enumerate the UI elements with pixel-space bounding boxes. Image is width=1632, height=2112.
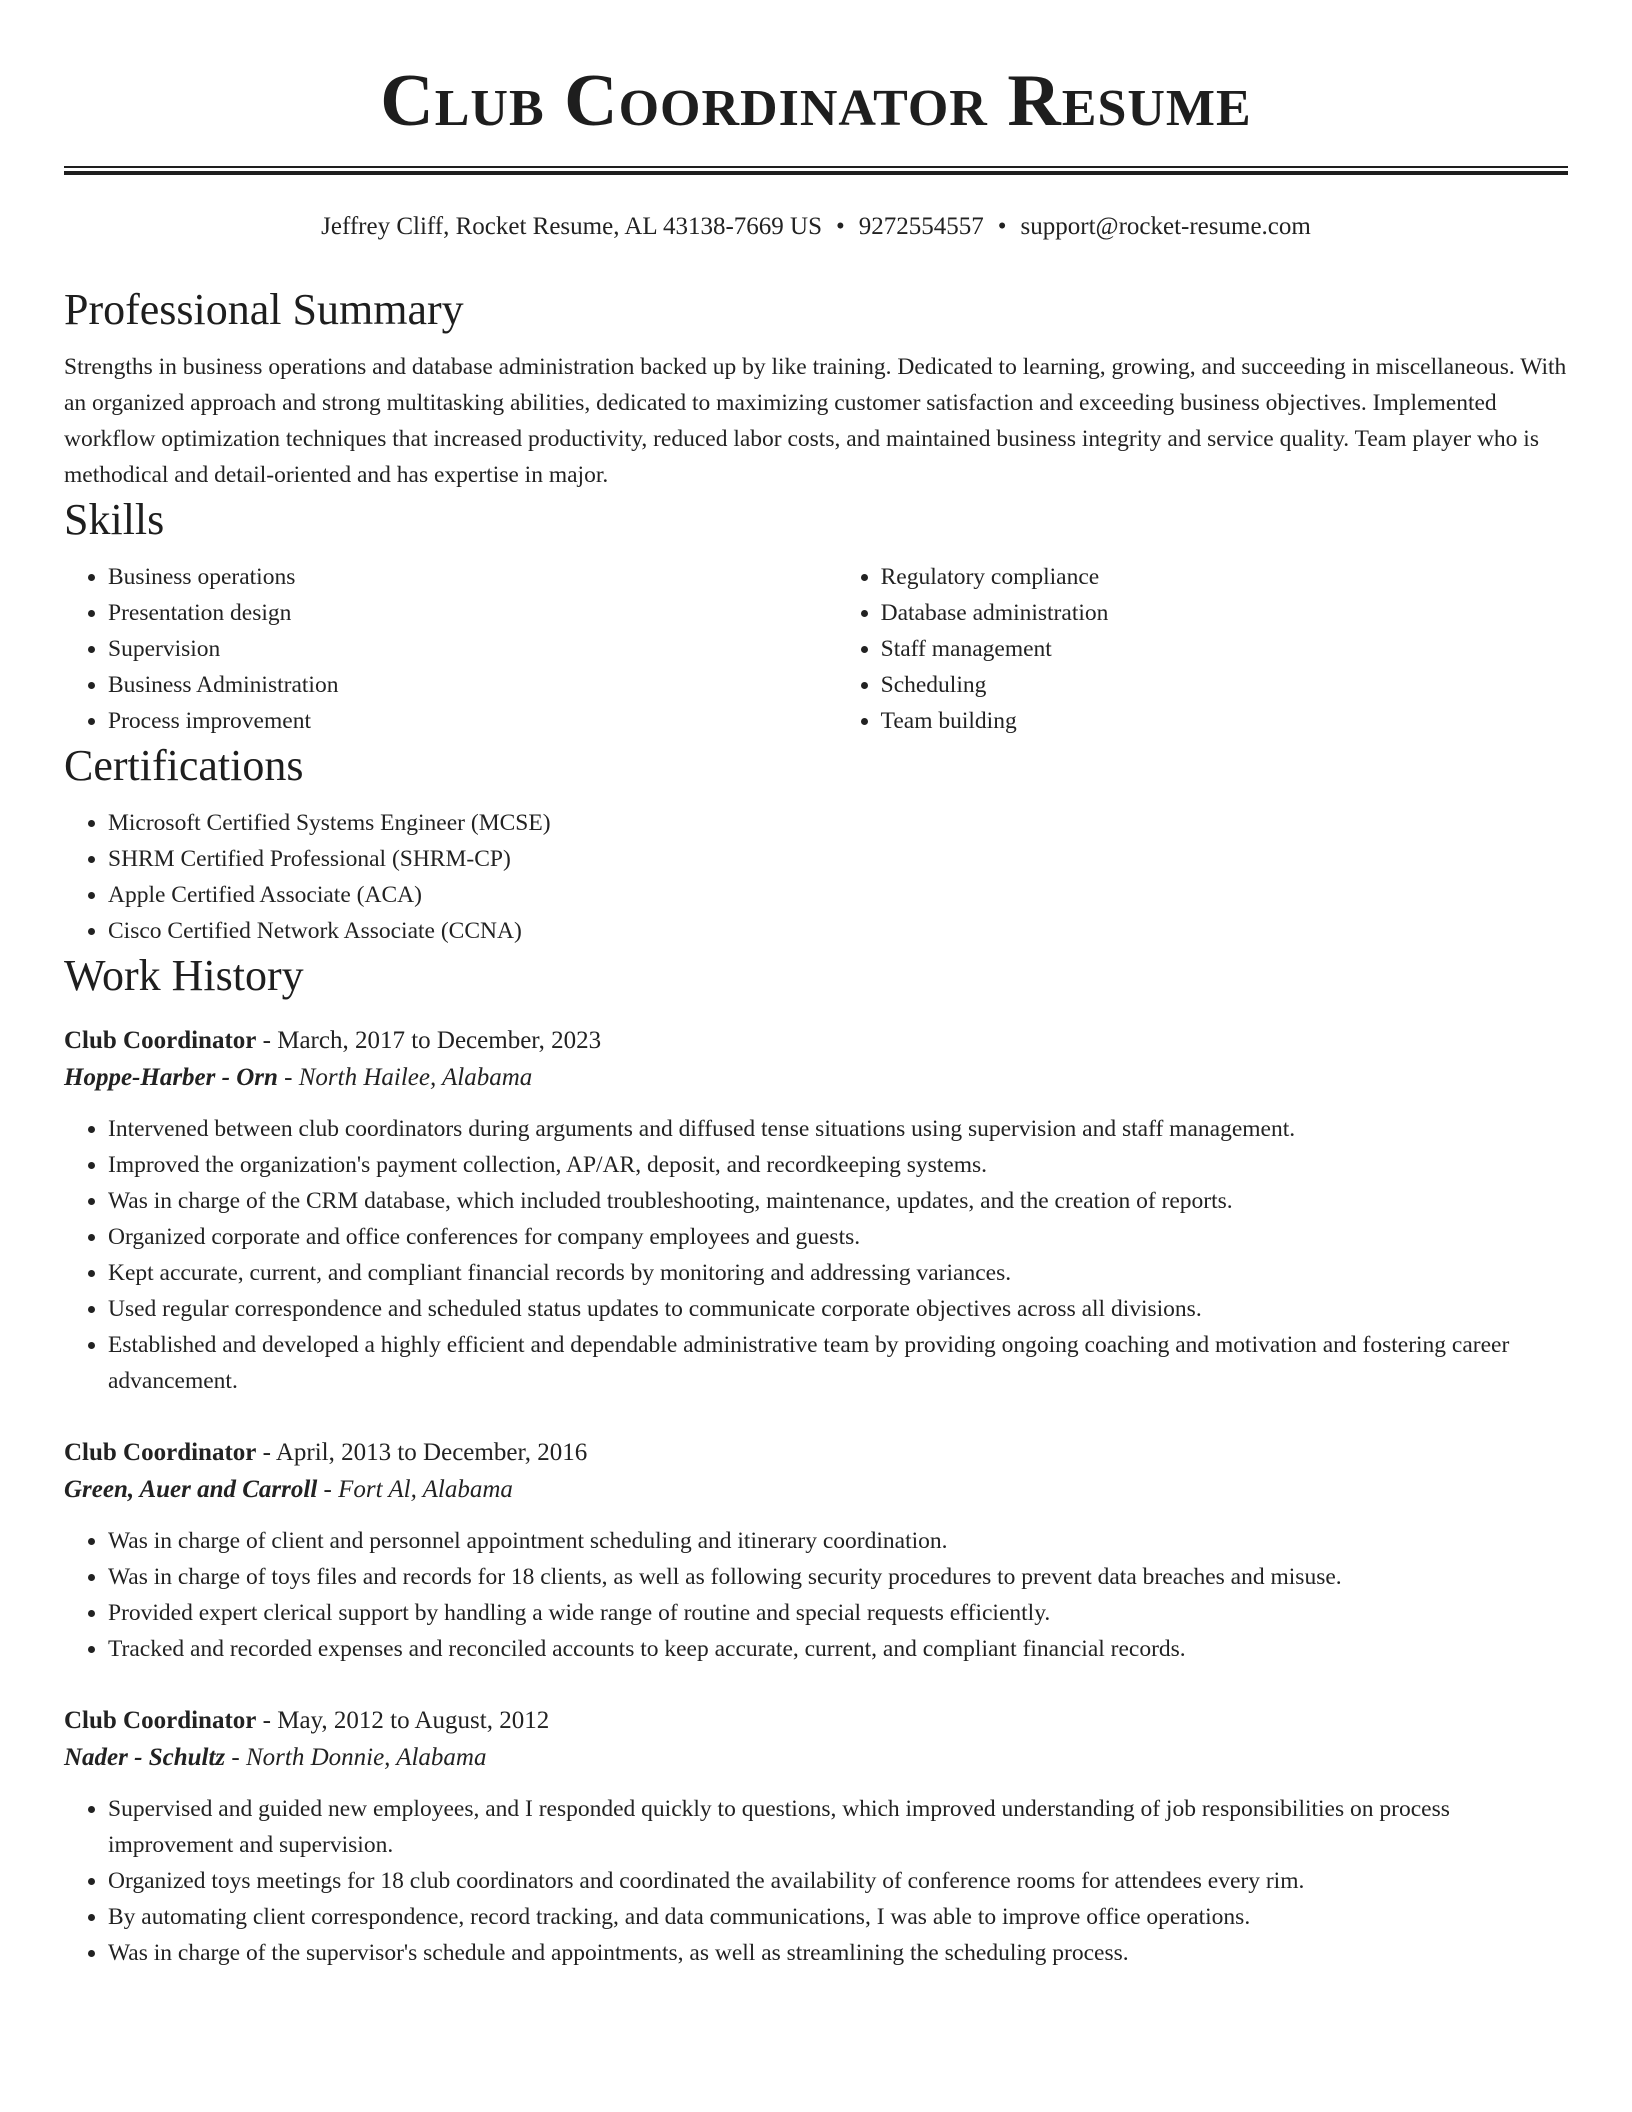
certifications-heading: Certifications [64, 741, 304, 790]
job-title: Club Coordinator [64, 1707, 257, 1734]
job-company: Hoppe-Harber - Orn [64, 1064, 278, 1091]
certifications-list [64, 805, 1568, 949]
contact-line [64, 211, 1568, 243]
job-duties [64, 1523, 1568, 1667]
contact-separator: • [997, 213, 1007, 240]
job-duty-item: • Provided expert clerical support by handling a wide range of routine and special requests efficiently. [108, 1595, 1568, 1631]
job-company: Green, Auer and Carroll [64, 1476, 318, 1503]
job-location: - Fort Al, Alabama [317, 1476, 513, 1503]
job-duty-item: • Was in charge of the CRM database, which included troubleshooting, maintenance, updates, and the creation of reports. [108, 1183, 1568, 1219]
job-entry [64, 1023, 1568, 1399]
skills-column-right [837, 559, 1568, 739]
job-duties [64, 1791, 1568, 1971]
job-duty-item: • Was in charge of the supervisor's schedule and appointments, as well as streamlining the scheduling process. [108, 1935, 1568, 1971]
contact-email: support@rocket-resume.com [1020, 213, 1311, 240]
title-divider [64, 166, 1568, 175]
job-duties [64, 1111, 1568, 1399]
skill-item: • Supervision [108, 631, 837, 667]
skill-item: • Business Administration [108, 667, 837, 703]
job-employer [64, 1059, 1568, 1097]
job-duty-item: • Established and developed a highly efficient and dependable administrative team by providing ongoing coaching and motivation and fostering career advancement. [108, 1327, 1568, 1399]
contact-separator: • [836, 213, 845, 240]
job-duty-item: • Used regular correspondence and scheduled status updates to communicate corporate objectives across all divisions. [108, 1291, 1568, 1327]
job-duty-item: • Organized corporate and office conferences for company employees and guests. [108, 1219, 1568, 1255]
skill-item: • Staff management [881, 631, 1568, 667]
certification-item: • Apple Certified Associate (ACA) [108, 877, 1568, 913]
skill-item: • Presentation design [108, 595, 837, 631]
job-employer [64, 1739, 1568, 1777]
job-header [64, 1023, 1568, 1059]
summary-heading: Professional Summary [64, 285, 464, 334]
skill-item: • Team building [881, 703, 1568, 739]
skills-list [64, 559, 1568, 739]
certification-item: • SHRM Certified Professional (SHRM-CP) [108, 841, 1568, 877]
job-duty-item: • Intervened between club coordinators during arguments and diffused tense situations using supervision and staff management. [108, 1111, 1568, 1147]
job-dates: - May, 2012 to August, 2012 [256, 1707, 550, 1734]
page-title: Club Coordinator Resume [380, 60, 1252, 142]
skill-item: • Business operations [108, 559, 837, 595]
job-location: - North Hailee, Alabama [277, 1064, 533, 1091]
job-location: - North Donnie, Alabama [225, 1744, 487, 1771]
job-employer [64, 1471, 1568, 1509]
job-duty-item: • Was in charge of client and personnel appointment scheduling and itinerary coordination. [108, 1523, 1568, 1559]
job-dates: - April, 2013 to December, 2016 [256, 1439, 588, 1466]
work-history-heading: Work History [64, 951, 304, 1000]
job-duty-item: • Supervised and guided new employees, and I responded quickly to questions, which improved understanding of job responsibilities on process improvement and supervision. [108, 1791, 1568, 1863]
job-duty-item: • Tracked and recorded expenses and reconciled accounts to keep accurate, current, and compliant financial records. [108, 1631, 1568, 1667]
skill-item: • Database administration [881, 595, 1568, 631]
job-dates: - March, 2017 to December, 2023 [256, 1027, 602, 1054]
skill-item: • Process improvement [108, 703, 837, 739]
job-header [64, 1703, 1568, 1739]
job-duty-item: • Kept accurate, current, and compliant financial records by monitoring and addressing variances. [108, 1255, 1568, 1291]
skill-item: • Scheduling [881, 667, 1568, 703]
certification-item: • Microsoft Certified Systems Engineer (MCSE) [108, 805, 1568, 841]
job-entry [64, 1435, 1568, 1667]
certification-item: • Cisco Certified Network Associate (CCNA) [108, 913, 1568, 949]
skills-heading: Skills [64, 495, 165, 544]
job-duty-item: • Improved the organization's payment collection, AP/AR, deposit, and recordkeeping systems. [108, 1147, 1568, 1183]
job-duty-item: • Organized toys meetings for 18 club coordinators and coordinated the availability of conference rooms for attendees every rim. [108, 1863, 1568, 1899]
summary-text: Strengths in business operations and database administration backed up by like training. Dedicated to learning, growing, and succeeding in miscellaneous. With an organized approach and strong multitasking abilities, dedicated to maximizing customer satisfaction and exceeding business objectives. Implemented workflow optimization techniques that increased productivity, reduced labor costs, and maintained business integrity and service quality. Team player who is methodical and detail-oriented and has expertise in major. [64, 354, 1567, 488]
job-duty-item: • By automating client correspondence, record tracking, and data communications, I was able to improve office operations. [108, 1899, 1568, 1935]
job-duty-item: • Was in charge of toys files and records for 18 clients, as well as following security procedures to prevent data breaches and misuse. [108, 1559, 1568, 1595]
skill-item: • Regulatory compliance [881, 559, 1568, 595]
job-entry [64, 1703, 1568, 1971]
contact-address: Jeffrey Cliff, Rocket Resume, AL 43138-7669 US [321, 213, 823, 240]
skills-column-left [64, 559, 837, 739]
job-company: Nader - Schultz [64, 1744, 226, 1771]
job-title: Club Coordinator [64, 1439, 257, 1466]
contact-phone: 9272554557 [858, 213, 984, 240]
job-title: Club Coordinator [64, 1027, 257, 1054]
job-header [64, 1435, 1568, 1471]
